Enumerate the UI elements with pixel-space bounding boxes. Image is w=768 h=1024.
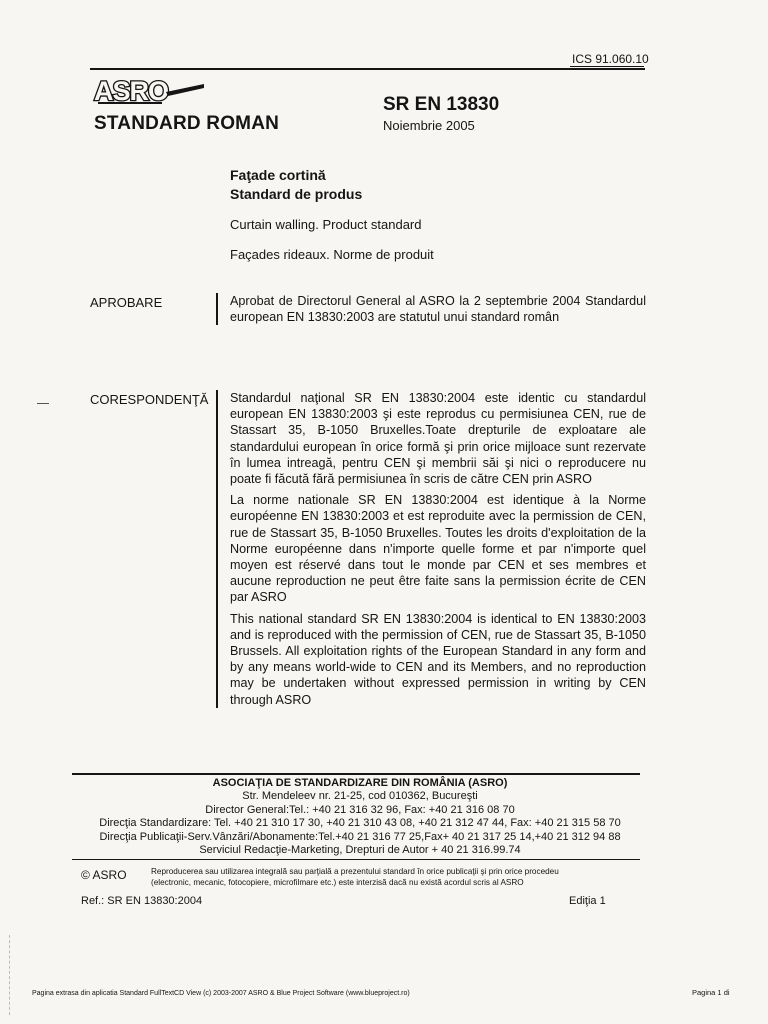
margin-mark: [37, 403, 49, 404]
title-en: Curtain walling. Product standard: [230, 217, 422, 232]
approval-section: [216, 293, 646, 325]
correspondence-label: CORESPONDENŢĂ: [90, 392, 209, 407]
association-standardization: Direcţia Standardizare: Tel. +40 21 310 17 30, +40 21 310 43 08, +40 21 312 47 44, Fax: +40 21 315 58 70: [99, 817, 621, 830]
asro-logo: [92, 70, 212, 106]
correspondence-en: This national standard SR EN 13830:2004 is identical to EN 13830:2003 and is reproduced with the permission of CEN, rue de Stassart 35, B-1050 Brussels. All exploitation rights of the European Standard in any form and by any means world-wide to CEN and its Members, and no reproduction may be undertaken without expressed permission in writing by CEN through ASRO: [230, 611, 646, 707]
copyright-rule: [72, 859, 640, 860]
scan-margin-marks: [9, 935, 11, 1015]
title-fr: Façades rideaux. Norme de produit: [230, 247, 434, 262]
approval-text: Aprobat de Directorul General al ASRO la 2 septembrie 2004 Standardul european EN 13830:2003 are statutul unui standard român: [230, 294, 646, 325]
standard-type: STANDARD ROMAN: [94, 113, 280, 134]
copyright-notice: [151, 866, 621, 888]
title-ro-line1: Faţade cortină: [230, 167, 326, 183]
ics-code: ICS 91.060.10: [572, 52, 649, 66]
copyright-line2: (electronic, mecanic, fotocopiere, microfilmare etc.) este interzisă dacă nu există acordul scris al ASRO: [151, 878, 524, 887]
footer-source: Pagina extrasa din aplicatia Standard FullTextCD View (c) 2003-2007 ASRO & Blue Project Software (www.blueproject.ro): [32, 990, 410, 997]
correspondence-section: [216, 390, 646, 708]
correspondence-ro: Standardul naţional SR EN 13830:2004 este identic cu standardul european EN 13830:2003 şi este reprodus cu permisiunea CEN, rue de Stassart 35, B-1050 Bruxelles.Toate drepturile de exploatare ale standardului european în orice formă şi prin orice mijloace sunt rezervate în lumea intreagă, pentru CEN şi membrii săi şi nici o reproducere nu poate fi făcută fără permisiunea în scris de către CEN prin ASRO: [230, 391, 646, 487]
standard-date: Noiembrie 2005: [383, 118, 475, 133]
title-ro-line2: Standard de produs: [230, 186, 363, 202]
ics-underline: [570, 66, 644, 67]
edition-label: Ediţia 1: [569, 895, 606, 907]
association-editorial: Serviciul Redacţie-Marketing, Drepturi de Autor + 40 21 316.99.74: [199, 844, 521, 857]
footer-page-number: Pagina 1 di: [692, 988, 730, 997]
association-publications: Direcţia Publicaţii-Serv.Vânzări/Abonamente:Tel.+40 21 316 77 25,Fax+ 40 21 317 25 14,+40 21 312 94 88: [99, 830, 621, 843]
association-director: Director General:Tel.: +40 21 316 32 96, Fax: +40 21 316 08 70: [205, 803, 515, 816]
approval-label: APROBARE: [90, 295, 163, 310]
document-title: [230, 166, 362, 204]
reference-code: Ref.: SR EN 13830:2004: [81, 895, 203, 907]
association-address: Str. Mendeleev nr. 21-25, cod 010362, Bucureşti: [242, 790, 478, 803]
correspondence-fr: La norme nationale SR EN 13830:2004 est identique à la Norme européenne EN 13830:2003 et est reproduite avec la permission de CEN, rue de Stassart 35, B-1050 Bruxelles. Toutes les droits d'exploitation de la Norme européenne dans n'importe quelle forme et par n'importe quel moyen est réservé dans tout le monde par CEN et ses membres et aucune reproduction ne peut être faite sans la permission écrite de CEN par ASRO: [230, 493, 646, 605]
association-rule: [72, 773, 640, 775]
association-name: ASOCIAŢIA DE STANDARDIZARE DIN ROMÂNIA (ASRO): [212, 777, 508, 789]
standard-code: SR EN 13830: [383, 94, 500, 115]
copyright-line1: Reproducerea sau utilizarea integrală sau parţială a prezentului standard în orice publicaţii şi prin orice procedeu: [151, 867, 559, 876]
association-block: [60, 777, 660, 857]
copyright-label: © ASRO: [81, 868, 127, 882]
svg-text:ASRO: ASRO: [94, 76, 169, 106]
